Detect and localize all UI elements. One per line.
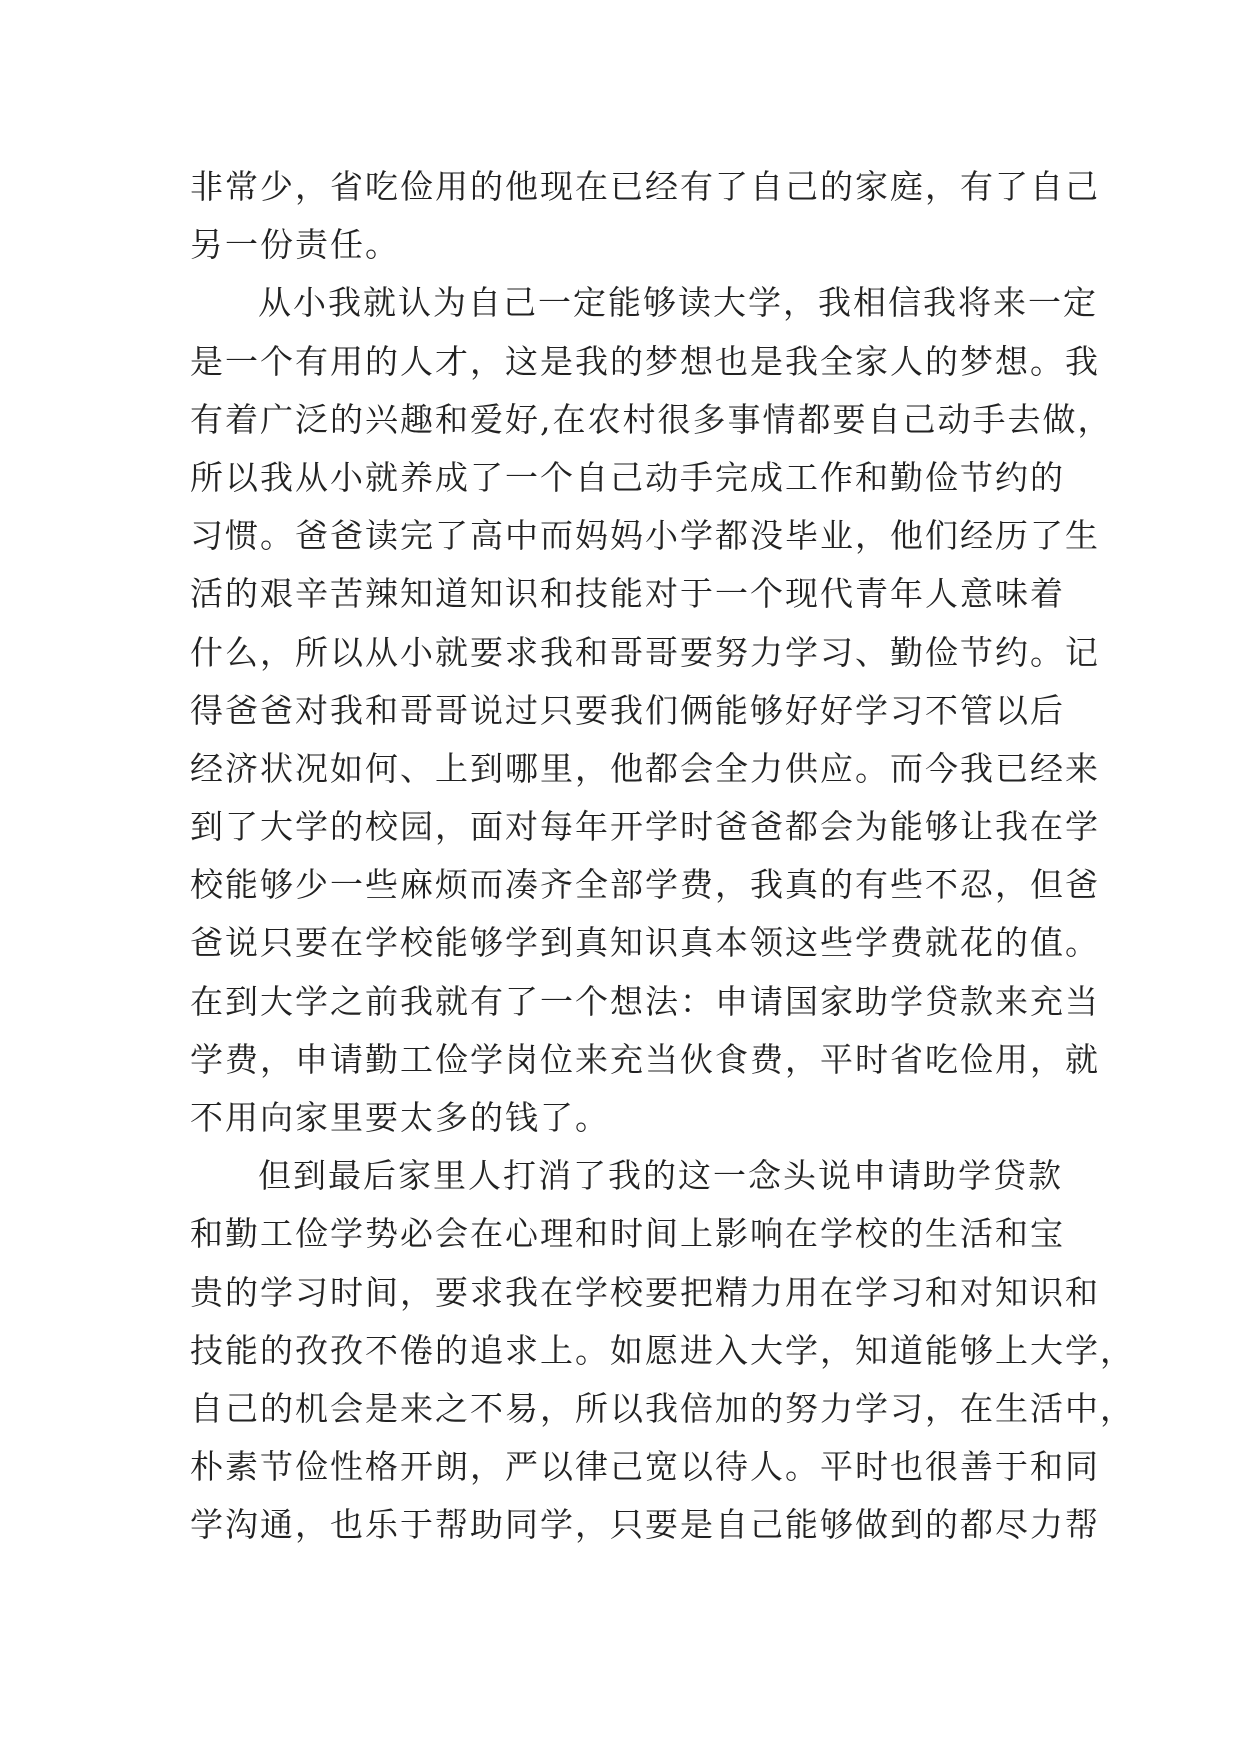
text-line: 有着广泛的兴趣和爱好,在农村很多事情都要自己动手去做， [190, 399, 1113, 439]
text-line: 学费，申请勤工俭学岗位来充当伙食费，平时省吃俭用，就 [190, 1039, 1100, 1079]
paragraph-first-line: 但到最后家里人打消了我的这一念头说申请助学贷款 [258, 1156, 1063, 1196]
text-line: 和勤工俭学势必会在心理和时间上影响在学校的生活和宝 [190, 1214, 1065, 1254]
text-line: 不用向家里要太多的钱了。 [190, 1098, 610, 1137]
text-line: 学沟通，也乐于帮助同学，只要是自己能够做到的都尽力帮 [190, 1505, 1100, 1545]
text-line: 所以我从小就养成了一个自己动手完成工作和勤俭节约的 [190, 457, 1065, 497]
text-line: 爸说只要在学校能够学到真知识真本领这些学费就花的值。 [190, 923, 1100, 963]
text-line: 到了大学的校园，面对每年开学时爸爸都会为能够让我在学 [190, 807, 1100, 847]
text-line: 非常少，省吃俭用的他现在已经有了自己的家庭，有了自己 [190, 167, 1100, 206]
text-line: 习惯。爸爸读完了高中而妈妈小学都没毕业，他们经历了生 [190, 516, 1100, 556]
text-line: 另一份责任。 [190, 225, 400, 265]
text-line: 朴素节俭性格开朗，严以律己宽以待人。平时也很善于和同 [190, 1447, 1100, 1487]
text-line: 自己的机会是来之不易，所以我倍加的努力学习，在生活中， [190, 1388, 1135, 1428]
text-line: 校能够少一些麻烦而凑齐全部学费，我真的有些不忍，但爸 [190, 865, 1100, 905]
text-line: 什么，所以从小就要求我和哥哥要努力学习、勤俭节约。记 [190, 632, 1100, 672]
text-line: 活的艰辛苦辣知道知识和技能对于一个现代青年人意味着 [190, 574, 1065, 614]
text-line: 是一个有用的人才，这是我的梦想也是我全家人的梦想。我 [190, 341, 1100, 381]
body-text [190, 158, 1135, 1555]
paragraph-first-line: 从小我就认为自己一定能够读大学，我相信我将来一定 [258, 283, 1098, 323]
text-line: 经济状况如何、上到哪里，他都会全力供应。而今我已经来 [190, 748, 1100, 788]
text-line: 在到大学之前我就有了一个想法：申请国家助学贷款来充当 [190, 981, 1100, 1021]
text-line: 技能的孜孜不倦的追求上。如愿进入大学，知道能够上大学， [190, 1330, 1135, 1370]
text-line: 贵的学习时间，要求我在学校要把精力用在学习和对知识和 [190, 1272, 1100, 1312]
text-line: 得爸爸对我和哥哥说过只要我们俩能够好好学习不管以后 [190, 690, 1065, 730]
